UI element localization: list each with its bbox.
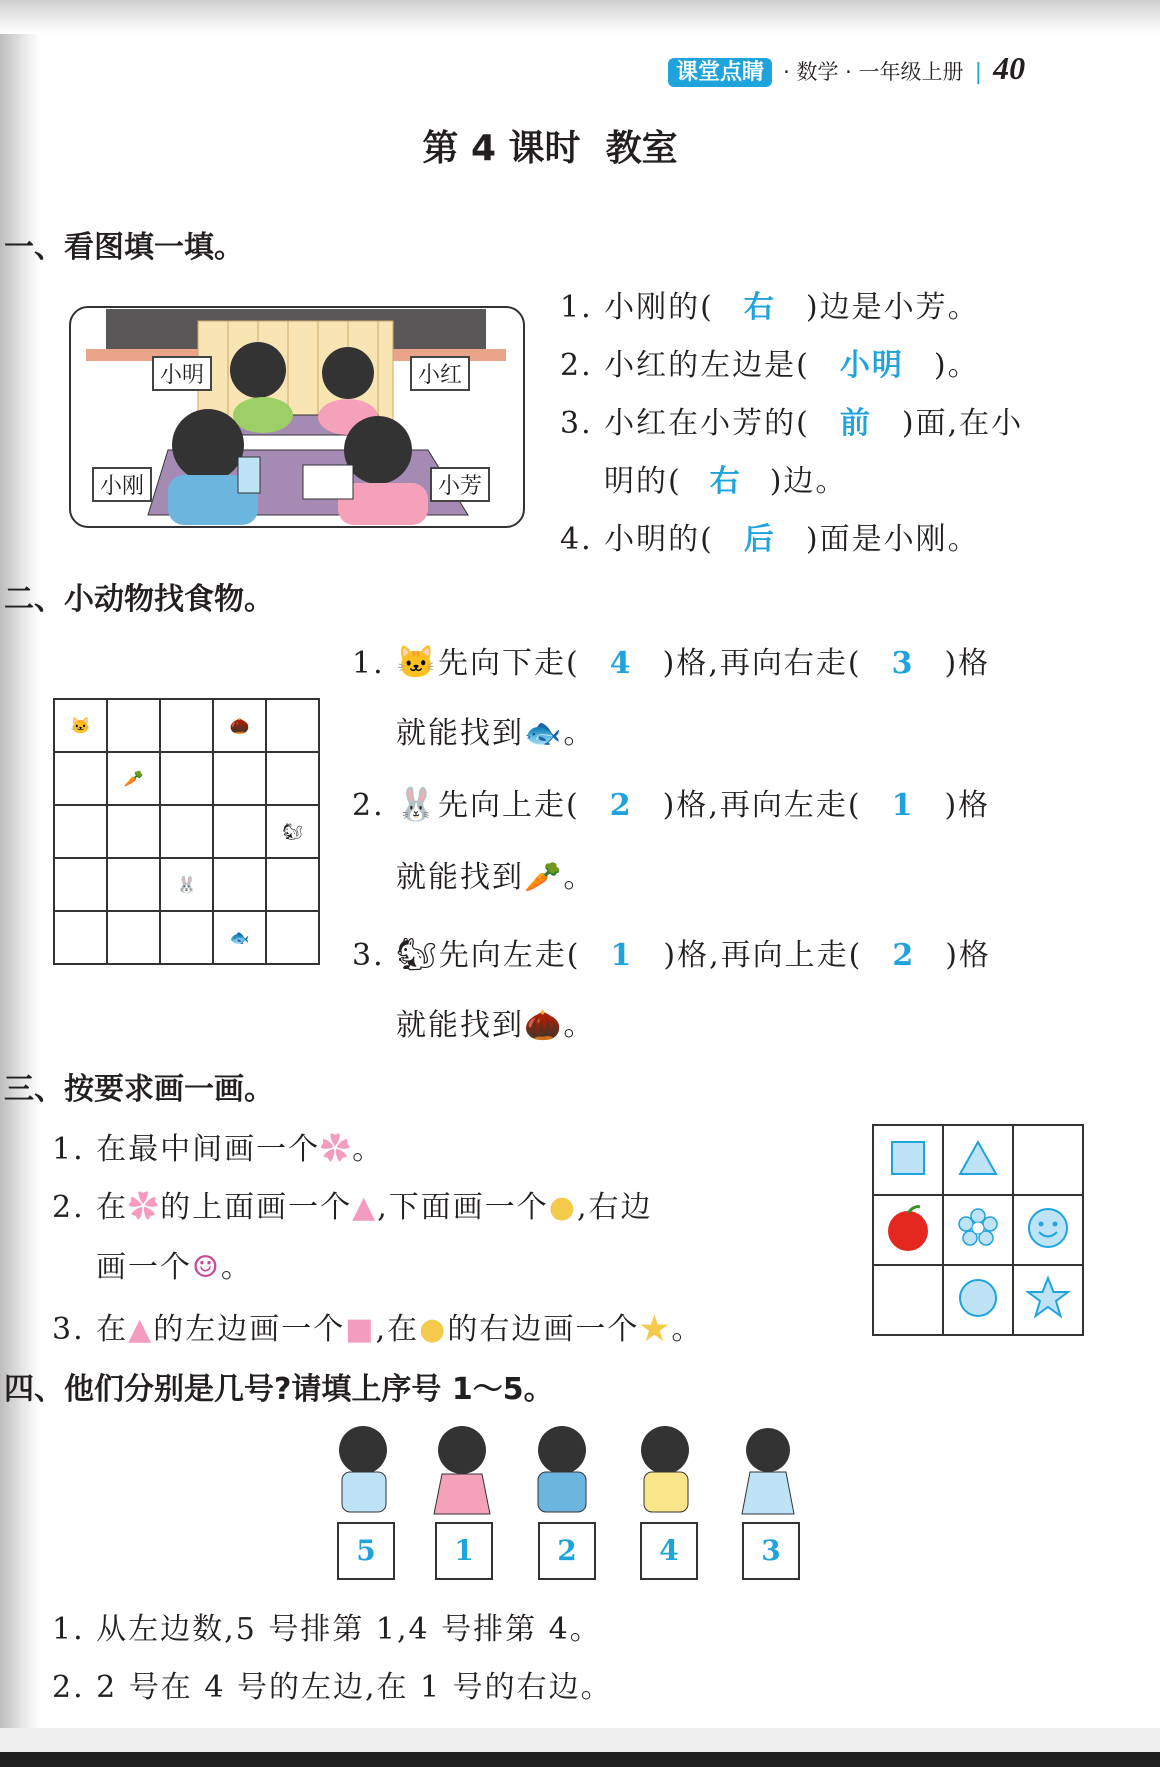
q-text: )格,再向左走( bbox=[662, 788, 862, 823]
s2-question-3-cont bbox=[396, 1000, 595, 1044]
page-bottom-edge bbox=[0, 1728, 1160, 1752]
answer: 右 bbox=[709, 464, 742, 499]
q-num: 3. bbox=[52, 1312, 85, 1347]
answer: 后 bbox=[743, 522, 776, 557]
q-num: 2. bbox=[352, 788, 385, 823]
s3-question-2 bbox=[52, 1182, 653, 1226]
triangle-icon: ▲ bbox=[352, 1190, 378, 1225]
q-text: ,右边 bbox=[576, 1190, 653, 1225]
s2-question-2-cont bbox=[396, 852, 595, 896]
q-text: )格,再向上走( bbox=[663, 938, 863, 973]
cat-icon: 🐱 bbox=[396, 643, 439, 681]
cat-icon: 🐱 bbox=[54, 699, 107, 752]
q-text: 就能找到 bbox=[396, 1008, 524, 1043]
q-text: 就能找到 bbox=[396, 716, 524, 751]
answer: 2 bbox=[892, 938, 916, 973]
answer: 4 bbox=[609, 646, 633, 681]
q-text: ,在 bbox=[375, 1312, 420, 1347]
label-xiaogang: 小刚 bbox=[92, 467, 152, 502]
section1-heading: 一、看图填一填。 bbox=[4, 230, 244, 265]
s2-question-1-cont bbox=[396, 708, 595, 752]
q-text: 小红的左边是( bbox=[604, 348, 810, 383]
circle-icon: ● bbox=[419, 1312, 448, 1347]
q-text: 明的( bbox=[604, 464, 682, 499]
section3-heading: 三、按要求画一画。 bbox=[4, 1072, 274, 1107]
rabbit-icon: 🐰 bbox=[160, 858, 213, 911]
s3-question-2-cont bbox=[96, 1242, 253, 1286]
s4-statement-2 bbox=[52, 1662, 613, 1706]
pinecone-icon: 🌰 bbox=[213, 699, 266, 752]
answer-box-4: 4 bbox=[640, 1522, 698, 1580]
square-icon: ■ bbox=[345, 1312, 376, 1347]
q-num: 1. bbox=[52, 1612, 85, 1647]
square-icon bbox=[873, 1125, 943, 1195]
answer-box-1: 5 bbox=[337, 1522, 395, 1580]
circle-icon bbox=[943, 1265, 1013, 1335]
q-text: )格 bbox=[945, 938, 991, 973]
q-num: 1. bbox=[352, 646, 385, 681]
q-text: 的右边画一个 bbox=[447, 1312, 640, 1347]
page-top-shadow bbox=[0, 0, 1160, 34]
carrot-icon: 🥕 bbox=[107, 752, 160, 805]
s1-question-2 bbox=[560, 340, 980, 384]
page-number: 40 bbox=[993, 50, 1026, 86]
s3-question-1 bbox=[52, 1124, 384, 1168]
q-text: 画一个 bbox=[96, 1250, 192, 1285]
header-badge: 课堂点睛 bbox=[668, 58, 772, 87]
q-text: )。 bbox=[933, 348, 980, 383]
q-text: 。 bbox=[220, 1250, 253, 1285]
q-text: 小刚的( bbox=[604, 290, 714, 325]
label-xiaofang: 小芳 bbox=[430, 467, 490, 502]
smiley-icon: ☺ bbox=[192, 1250, 221, 1285]
q-text: )格 bbox=[944, 646, 991, 681]
q-text: 的左边画一个 bbox=[153, 1312, 346, 1347]
fish-icon: 🐟 bbox=[213, 911, 266, 964]
s2-question-1 bbox=[352, 638, 990, 682]
answer: 1 bbox=[891, 788, 915, 823]
fish-icon: 🐟 bbox=[524, 716, 564, 751]
squirrel-icon: 🐿 bbox=[266, 805, 319, 858]
triangle-icon bbox=[943, 1125, 1013, 1195]
q-num: 1. bbox=[560, 290, 593, 325]
answer: 小明 bbox=[839, 348, 904, 383]
smiley-icon bbox=[1013, 1195, 1083, 1265]
q-text: 的上面画一个 bbox=[160, 1190, 353, 1225]
q-text: 在最中间画一个 bbox=[96, 1132, 321, 1167]
q-text: 就能找到 bbox=[396, 860, 524, 895]
section4-heading: 四、他们分别是几号?请填上序号 1～5。 bbox=[4, 1372, 554, 1407]
s1-question-1 bbox=[560, 282, 980, 326]
circle-icon: ● bbox=[548, 1190, 577, 1225]
s1-question-4 bbox=[560, 514, 980, 558]
q-text: 在 bbox=[96, 1190, 129, 1225]
rabbit-icon: 🐰 bbox=[396, 785, 439, 823]
s3-question-3 bbox=[52, 1304, 703, 1348]
flower-icon bbox=[943, 1195, 1013, 1265]
triangle-icon: ▲ bbox=[128, 1312, 154, 1347]
drawing-grid bbox=[872, 1124, 1084, 1336]
answer-box-3: 2 bbox=[538, 1522, 596, 1580]
statement-text: 2 号在 4 号的左边,在 1 号的右边。 bbox=[96, 1670, 613, 1705]
lesson-title: 第 4 课时 教室 bbox=[422, 128, 678, 169]
label-xiaohong: 小红 bbox=[410, 356, 470, 391]
answer-box-2: 1 bbox=[435, 1522, 493, 1580]
s2-question-3 bbox=[352, 930, 991, 974]
q-text: )面,在小 bbox=[901, 406, 1024, 441]
q-num: 2. bbox=[52, 1190, 85, 1225]
answer: 右 bbox=[743, 290, 776, 325]
star-icon bbox=[1013, 1265, 1083, 1335]
answer: 3 bbox=[891, 646, 915, 681]
q-text: )面是小刚。 bbox=[805, 522, 980, 557]
pinecone-icon: 🌰 bbox=[524, 1008, 564, 1043]
q-text: 先向左走( bbox=[438, 938, 581, 973]
flower-icon: ✿ bbox=[128, 1190, 161, 1225]
q-num: 1. bbox=[52, 1132, 85, 1167]
children-illustration bbox=[330, 1420, 810, 1520]
q-text: )边。 bbox=[769, 464, 848, 499]
answer-box-5: 3 bbox=[742, 1522, 800, 1580]
bottom-dark-bar bbox=[0, 1752, 1160, 1767]
q-text: 。 bbox=[563, 860, 596, 895]
s1-question-3 bbox=[560, 398, 1023, 442]
q-text: 在 bbox=[96, 1312, 129, 1347]
apple-icon bbox=[873, 1195, 943, 1265]
answer: 2 bbox=[609, 788, 633, 823]
squirrel-icon: 🐿 bbox=[396, 935, 439, 973]
section2-heading: 二、小动物找食物。 bbox=[4, 582, 274, 617]
q-text: )边是小芳。 bbox=[805, 290, 980, 325]
header-divider: | bbox=[974, 60, 983, 85]
q-num: 4. bbox=[560, 522, 593, 557]
answer: 前 bbox=[839, 406, 872, 441]
header-subject: · 数学 · 一年级上册 bbox=[783, 60, 964, 84]
q-text: )格,再向右走( bbox=[662, 646, 862, 681]
q-text: 。 bbox=[563, 1008, 596, 1043]
s2-question-2 bbox=[352, 780, 990, 824]
q-text: ,下面画一个 bbox=[377, 1190, 549, 1225]
q-num: 3. bbox=[352, 938, 385, 973]
page-header bbox=[668, 50, 1025, 87]
statement-text: 从左边数,5 号排第 1,4 号排第 4。 bbox=[96, 1612, 602, 1647]
s4-statement-1 bbox=[52, 1604, 602, 1648]
animal-grid bbox=[53, 698, 320, 965]
star-icon: ★ bbox=[639, 1312, 672, 1347]
q-text: 。 bbox=[671, 1312, 704, 1347]
q-text: )格 bbox=[944, 788, 991, 823]
q-num: 3. bbox=[560, 406, 593, 441]
q-text: 。 bbox=[352, 1132, 385, 1167]
q-text: 先向下走( bbox=[438, 646, 580, 681]
q-text: 先向上走( bbox=[438, 788, 580, 823]
q-text: 。 bbox=[563, 716, 596, 751]
carrot-icon: 🥕 bbox=[524, 860, 564, 895]
s1-question-3-cont bbox=[604, 456, 847, 500]
q-num: 2. bbox=[52, 1670, 85, 1705]
flower-icon: ✿ bbox=[320, 1132, 353, 1167]
q-text: 小明的( bbox=[604, 522, 714, 557]
answer: 1 bbox=[610, 938, 634, 973]
q-text: 小红在小芳的( bbox=[604, 406, 810, 441]
label-xiaoming: 小明 bbox=[152, 356, 212, 391]
q-num: 2. bbox=[560, 348, 593, 383]
